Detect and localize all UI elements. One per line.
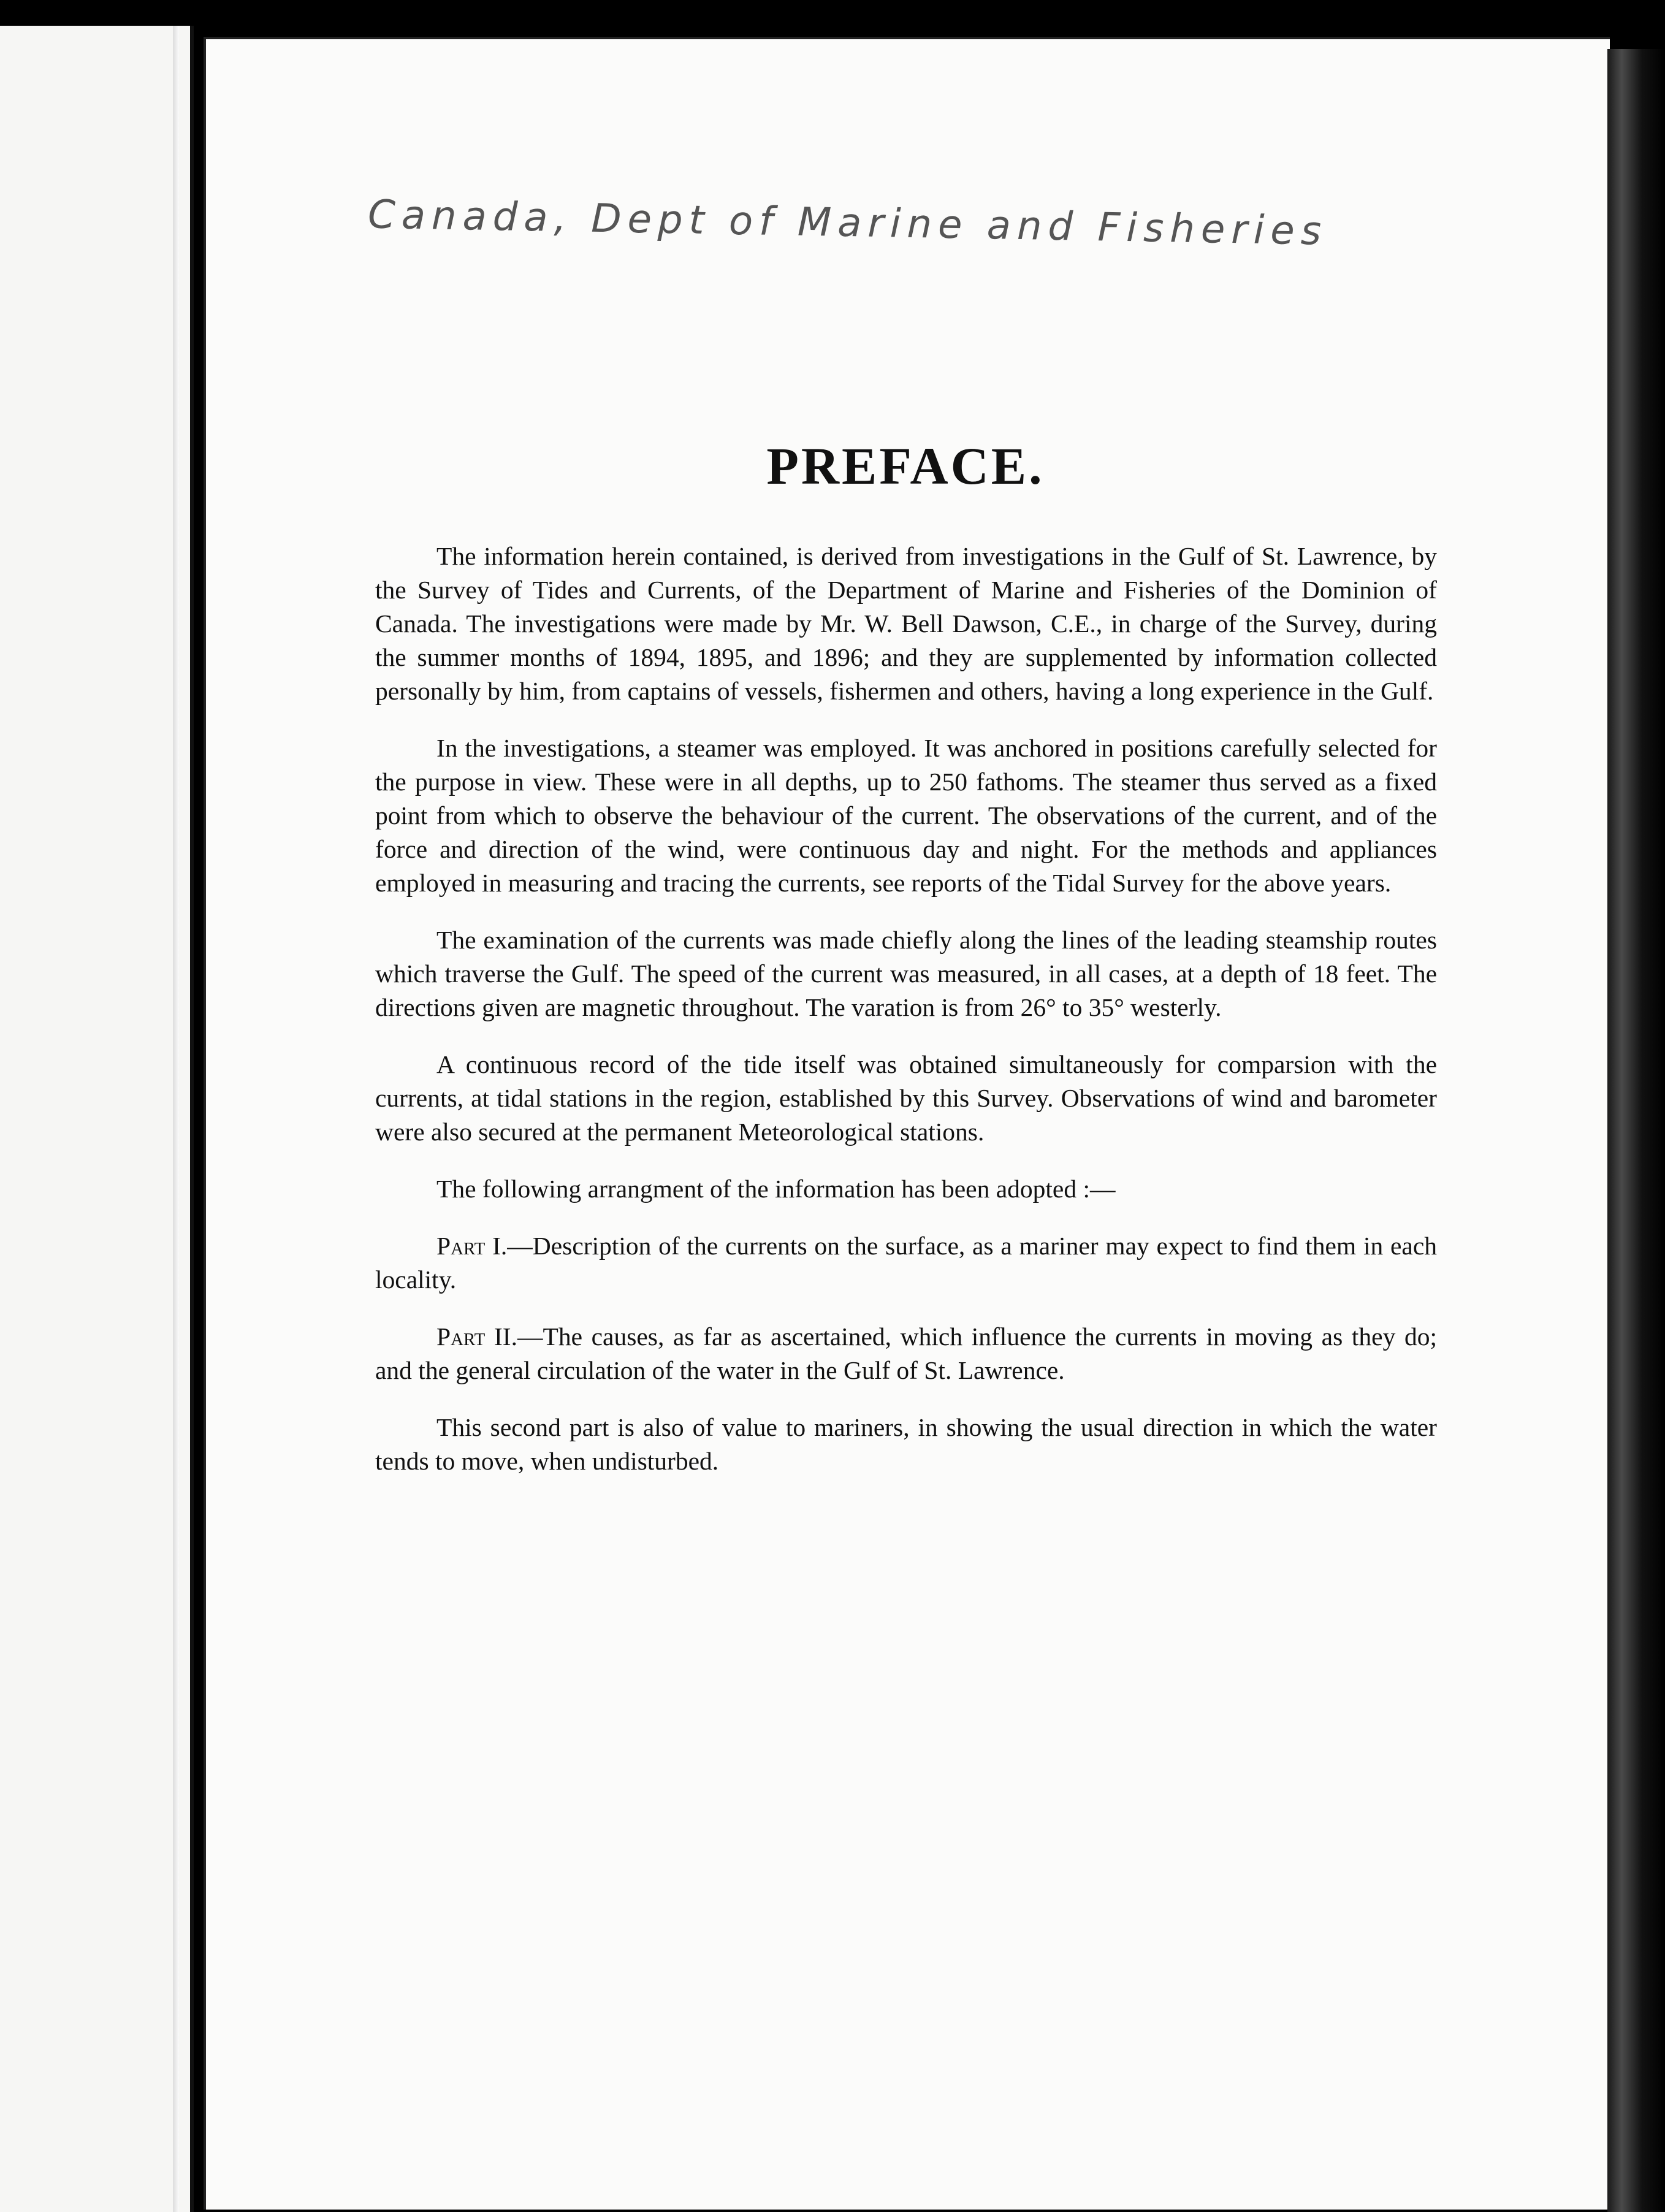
part-1-paragraph	[375, 1229, 1437, 1297]
part-1-text: —Description of the currents on the surface, as a mariner may expect to find them in each locality.	[375, 1232, 1437, 1294]
page-edge-shadow	[1607, 49, 1665, 2212]
paragraph-1: The information herein contained, is derived from investigations in the Gulf of St. Lawrence, by the Survey of Tides and Currents, of the Department of Marine and Fisheries of the Dominion of Canada. The investigations were made by Mr. W. Bell Dawson, C.E., in charge of the Survey, during the summer months of 1894, 1895, and 1896; and they are supplemented by information collected personally by him, from captains of vessels, fishermen and others, having a long experience in the Gulf.	[375, 542, 1437, 705]
paragraph-5: The following arrangment of the information has been adopted :—	[436, 1175, 1116, 1203]
page-title: PREFACE.	[766, 437, 1045, 495]
paragraph-2: In the investigations, a steamer was employed. It was anchored in positions carefully selected for the purpose in view. These were in all depths, up to 250 fathoms. The steamer thus served as a fixed point from which to observe the behaviour of the current. The observations of the current, and of the force and direction of the wind, were continuous day and night. For the methods and appliances employed in measuring and tracing the currents, see reports of the Tidal Survey for the above years.	[375, 734, 1437, 897]
closing-paragraph: This second part is also of value to mariners, in showing the usual direction in which the water tends to move, when undisturbed.	[375, 1413, 1437, 1475]
facing-page-edge	[0, 26, 194, 2212]
part-1-label: Part I.	[436, 1232, 508, 1260]
handwritten-note: Canada, Dept of Marine and Fisheries	[367, 192, 1328, 254]
paragraph-4: A continuous record of the tide itself was obtained simultaneously for comparsion with the currents, at tidal stations in the region, established by this Survey. Observations of wind and barometer were also secured at the permanent Meteorological stations.	[375, 1050, 1437, 1146]
part-2-text: —The causes, as far as ascertained, which influence the currents in moving as they do; and the general circulation of the water in the Gulf of St. Lawrence.	[375, 1322, 1437, 1384]
preface-body	[375, 540, 1437, 1501]
part-2-label: Part II.	[436, 1322, 517, 1351]
part-2-paragraph	[375, 1320, 1437, 1387]
paragraph-3: The examination of the currents was made chiefly along the lines of the leading steamship routes which traverse the Gulf. The speed of the current was measured, in all cases, at a depth of 18 feet. The directions given are magnetic throughout. The varation is from 26° to 35° westerly.	[375, 926, 1437, 1021]
